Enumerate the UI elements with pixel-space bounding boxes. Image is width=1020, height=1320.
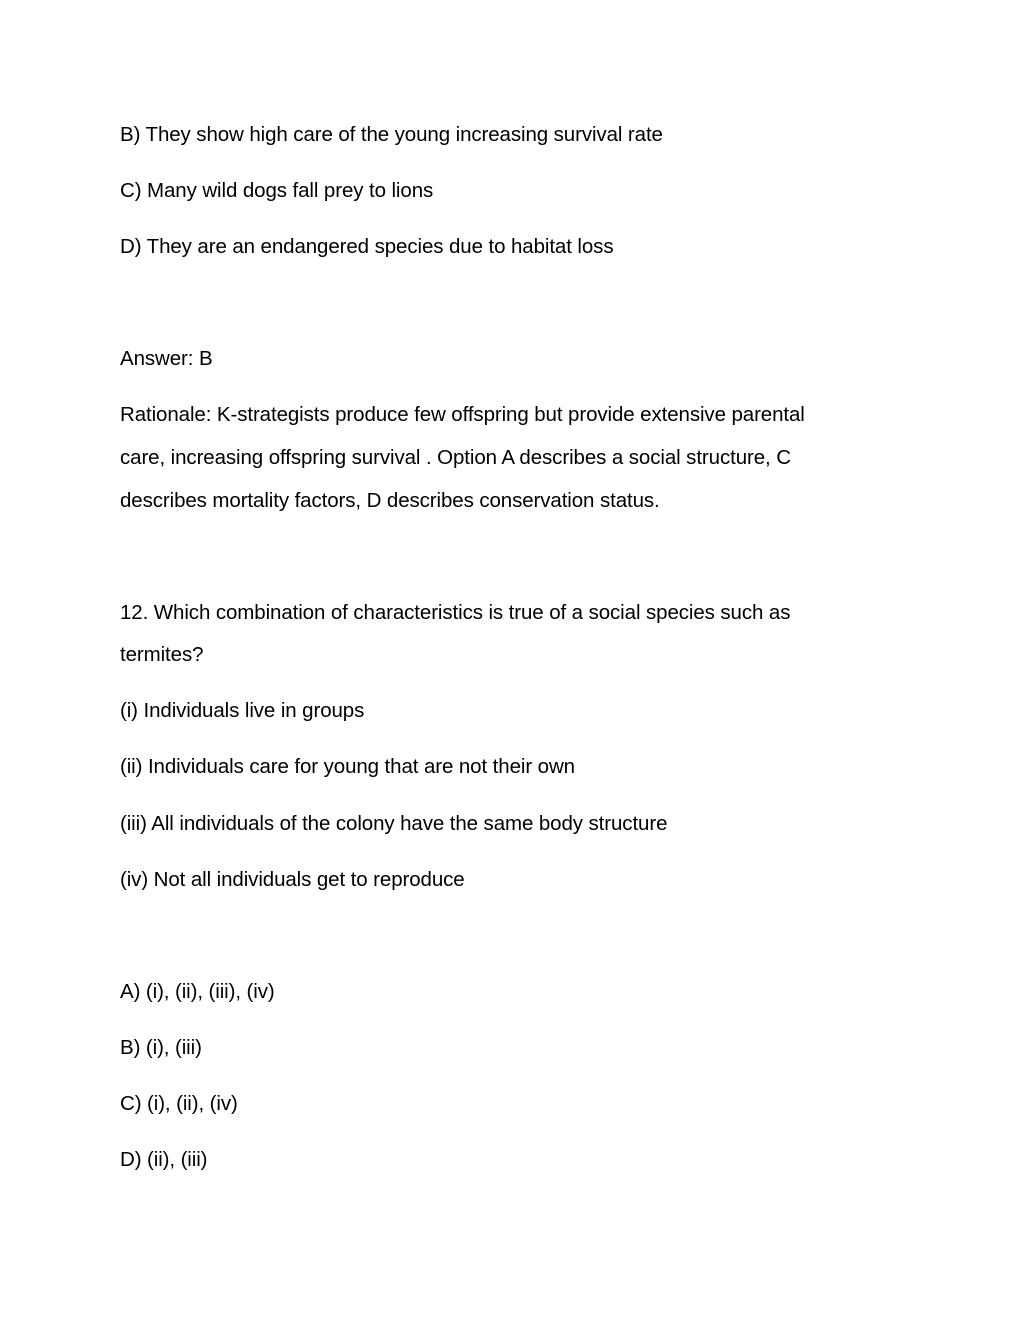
question-12-stem-line-1: 12. Which combination of characteristics is true of a social species such as — [120, 601, 791, 624]
q12-option-a: A) (i), (ii), (iii), (iv) — [120, 980, 275, 1003]
statement-iv: (iv) Not all individuals get to reproduce — [120, 868, 465, 891]
statement-iii: (iii) All individuals of the colony have the same body structure — [120, 812, 668, 835]
question-12-stem-line-2: termites? — [120, 643, 204, 666]
statement-ii: (ii) Individuals care for young that are not their own — [120, 755, 575, 778]
option-c-text: C) Many wild dogs fall prey to lions — [120, 179, 434, 202]
rationale-line-3: describes mortality factors, D describes conservation status. — [120, 489, 660, 512]
answer-text: Answer: B — [120, 347, 213, 370]
q12-option-d: D) (ii), (iii) — [120, 1148, 208, 1171]
q12-option-c: C) (i), (ii), (iv) — [120, 1092, 238, 1115]
q12-option-b: B) (i), (iii) — [120, 1036, 202, 1059]
statement-i: (i) Individuals live in groups — [120, 699, 365, 722]
rationale-line-2: care, increasing offspring survival . Option A describes a social structure, C — [120, 446, 791, 469]
option-b-text: B) They show high care of the young increasing survival rate — [120, 123, 663, 146]
rationale-line-1: Rationale: K-strategists produce few offspring but provide extensive parental — [120, 403, 805, 426]
option-d-text: D) They are an endangered species due to habitat loss — [120, 235, 614, 258]
